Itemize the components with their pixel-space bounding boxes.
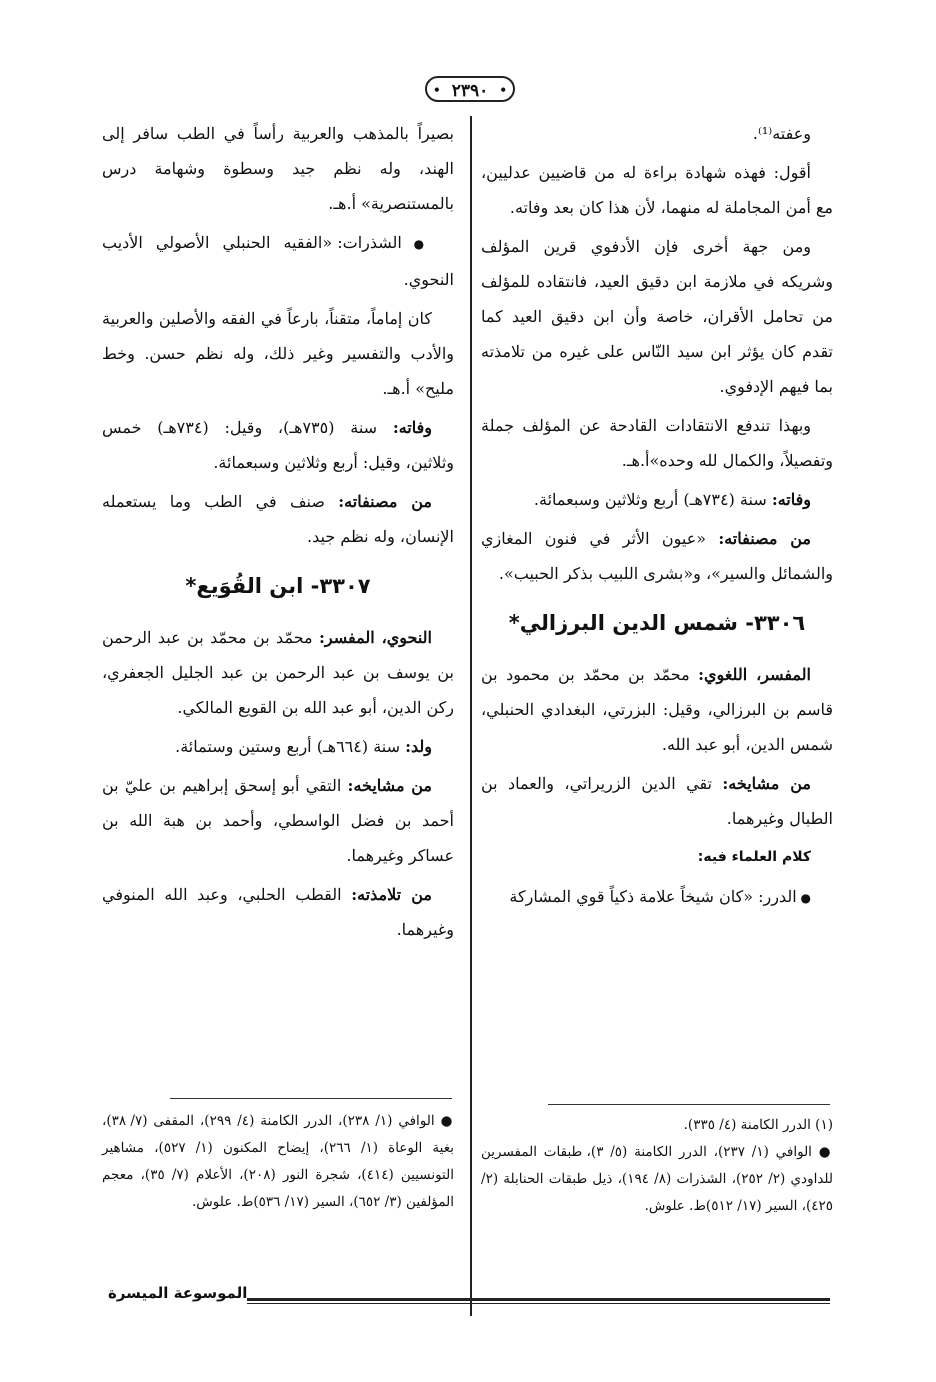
entry-heading: ٣٣٠٦- شمس الدين البرزالي* xyxy=(508,611,806,635)
teachers-text: تقي الدين الزريراتي، والعماد بن الطبال وغيرهما. xyxy=(481,774,833,828)
born-label: ولد: xyxy=(405,737,432,756)
footer-title: الموسوعة الميسرة xyxy=(108,1284,248,1302)
scholars-heading: كلام العلماء فيه: xyxy=(697,849,811,865)
death-paragraph xyxy=(481,482,833,517)
born-text: سنة (٦٦٤هـ) أربع وستين وستمائة. xyxy=(175,737,406,756)
works-label: من مصنفاته: xyxy=(338,492,432,511)
page-number: • ٢٣٩٠ • xyxy=(425,76,515,102)
paragraph: وعفته⁽¹⁾. xyxy=(752,124,811,143)
shadharat-quote: ● الشذرات: «الفقيه الحنبلي الأصولي الأديب النحوي. xyxy=(102,225,454,297)
bio-text: محمّد بن محمّد بن محمود بن قاسم بن البرزالي، وقيل: البزرتي، البغدادي الحنبلي، شمس الدين، أبو عبد الله. xyxy=(481,665,833,754)
students-label: من تلامذته: xyxy=(351,885,432,904)
works-text: صنف في الطب وما يستعمله الإنسان، وله نظم جيد. xyxy=(102,492,454,546)
footnote: (١) الدرر الكامنة (٤/ ٣٣٥). xyxy=(683,1117,833,1133)
students-paragraph xyxy=(102,877,454,947)
footnote: ● الوافي (١/ ٢٣٧)، الدرر الكامنة (٥/ ٣)، طبقات المفسرين للداودي (٢/ ٢٥٢)، الشذرات (٨/ ١٩٤)، ذيل طبقات الحنابلة (٢/ ٤٢٥)، السير (١٧/ ٥١٢)ط. علوش. xyxy=(481,1144,834,1214)
teachers-paragraph xyxy=(481,766,833,836)
teachers-label: من مشايخه: xyxy=(722,774,811,793)
teachers-label: من مشايخه: xyxy=(347,776,432,795)
bio-paragraph xyxy=(481,657,833,762)
entry-heading: ٣٣٠٧- ابن القُوَيع* xyxy=(185,574,371,598)
death-label: وفاته: xyxy=(392,418,432,437)
works-label: من مصنفاته: xyxy=(718,529,812,548)
born-paragraph xyxy=(102,729,454,764)
bio-label: النحوي، المفسر: xyxy=(319,628,433,647)
bio-paragraph xyxy=(102,620,454,725)
footnote: ● الوافي (١/ ٢٣٨)، الدرر الكامنة (٤/ ٢٩٩)، المقفى (٧/ ٣٨)، بغية الوعاة (١/ ٢٦٦)، إيضاح المكنون (١/ ٥٢٧)، مشاهير التونسيين (٤١٤)، شجرة النور (٢٠٨)، الأعلام (٧/ ٣٥)، معجم المؤلفين (٣/ ٦٥٢)، السير (١٧/ ٥٣٦)ط. علوش. xyxy=(102,1113,454,1210)
footnote-rule-right xyxy=(548,1104,830,1105)
works-paragraph xyxy=(102,484,454,554)
works-paragraph xyxy=(481,521,833,591)
death-text: سنة (٧٣٥هـ)، وقيل: (٧٣٤هـ) خمس وثلاثين، وقيل: أربع وثلاثين وسبعمائة. xyxy=(102,418,454,472)
durar-quote: ● الدرر: «كان شيخاً علامة ذكياً قوي المشاركة xyxy=(481,879,833,916)
paragraph: ومن جهة أخرى فإن الأدفوي قرين المؤلف وشريكه في ملازمة ابن دقيق العيد، فانتقاده للمؤلف من تحامل الأقران، خاصة وأن ابن دقيق العيد كما تقدم كان يؤثر ابن سيد النّاس على غيره من تلامذته بما فيهم الإدفوي. xyxy=(481,237,833,396)
death-label: وفاته: xyxy=(771,490,811,509)
bio-text: محمّد بن محمّد بن عبد الرحمن بن يوسف بن عبد الرحمن بن عبد الجليل الجعفري، ركن الدين، أبو عبد الله بن القويع المالكي. xyxy=(102,628,454,717)
paragraph: وبهذا تندفع الانتقادات القادحة عن المؤلف جملة وتفصيلاً، والكمال لله وحده»أ.هـ. xyxy=(481,416,833,470)
footnotes-right xyxy=(481,1112,833,1220)
death-paragraph xyxy=(102,410,454,480)
works-text: «عيون الأثر في فنون المغازي والشمائل والسير»، و«بشرى اللبيب بذكر الحبيب». xyxy=(481,529,833,583)
teachers-text: التقي أبو إسحق إبراهيم بن عليّ بن أحمد بن فضل الواسطي، وأحمد بن هبة الله بن عساكر وغيرهما. xyxy=(102,776,454,865)
paragraph: أقول: فهذه شهادة براءة له من قاضيين عدليين، مع أمن المجاملة له منهما، لأن هذا كان بعد وفاته. xyxy=(481,163,833,217)
footnote-rule-left xyxy=(170,1098,452,1099)
bio-label: المفسر، اللغوي: xyxy=(698,665,812,684)
left-column xyxy=(102,116,454,951)
paragraph: كان إماماً، متقناً، بارعاً في الفقه والأصلين والعربية والأدب والتفسير وغير ذلك، وله نظم حسن. وخط مليح» أ.هـ. xyxy=(102,309,454,398)
right-column xyxy=(481,116,833,920)
teachers-paragraph xyxy=(102,768,454,873)
footnotes-left xyxy=(102,1108,454,1216)
column-divider xyxy=(470,116,472,1316)
paragraph: بصيراً بالمذهب والعربية رأساً في الطب سافر إلى الهند، وله نظم جيد وسطوة وشهامة درس بالمستنصرية» أ.هـ. xyxy=(102,124,454,213)
death-text: سنة (٧٣٤هـ) أربع وثلاثين وسبعمائة. xyxy=(533,490,772,509)
students-text: القطب الحلبي، وعبد الله المنوفي وغيرهما. xyxy=(102,885,454,939)
